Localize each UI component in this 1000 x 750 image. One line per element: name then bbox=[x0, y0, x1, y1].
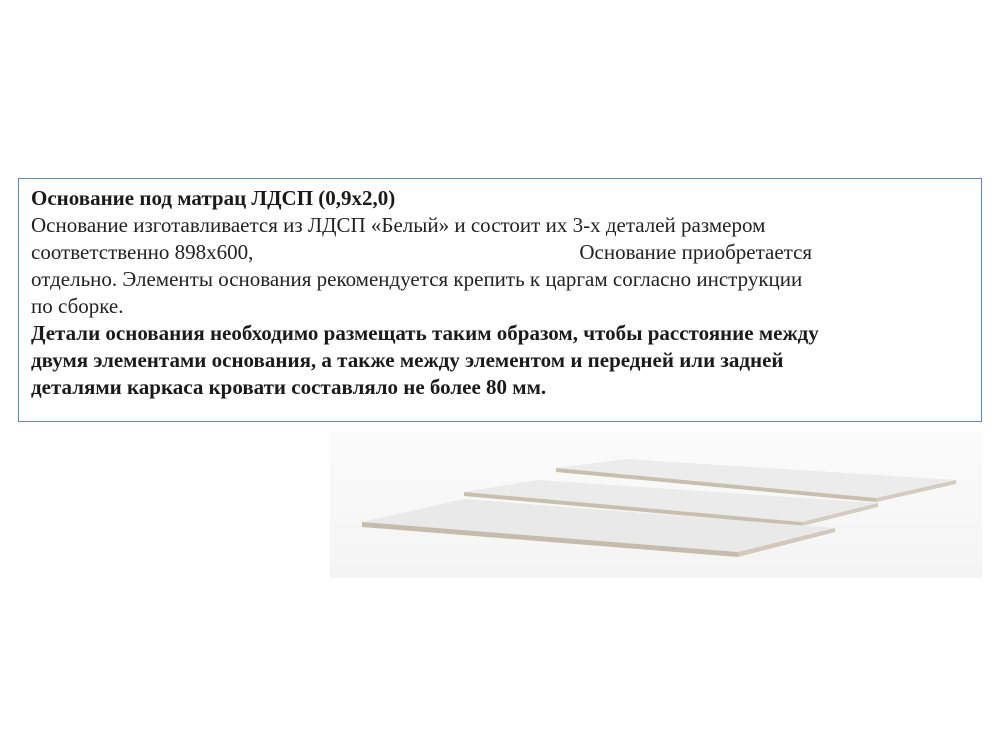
info-body-line-3: отдельно. Элементы основания рекомендуется крепить к царгам согласно инструкции bbox=[31, 267, 803, 291]
info-body-line-4: по сборке. bbox=[31, 294, 124, 318]
info-box bbox=[18, 178, 982, 422]
info-body-line-2 bbox=[31, 239, 973, 266]
info-title: Основание под матрац ЛДСП (0,9х2,0) bbox=[31, 186, 396, 210]
info-note-line-1: Детали основания необходимо размещать таким образом, чтобы расстояние между bbox=[31, 321, 819, 345]
info-body-purchase: Основание приобретается bbox=[579, 240, 813, 264]
info-note-line-3: деталями каркаса кровати составляло не более 80 мм. bbox=[31, 375, 547, 399]
info-body-line-1: Основание изготавливается из ЛДСП «Белый» и состоит их 3-х деталей размером bbox=[31, 213, 766, 237]
info-body-dimensions: соответственно 898х600, bbox=[31, 240, 254, 264]
info-note-line-2: двумя элементами основания, а также между элементом и передней или задней bbox=[31, 348, 784, 372]
mattress-base-illustration bbox=[330, 432, 982, 578]
